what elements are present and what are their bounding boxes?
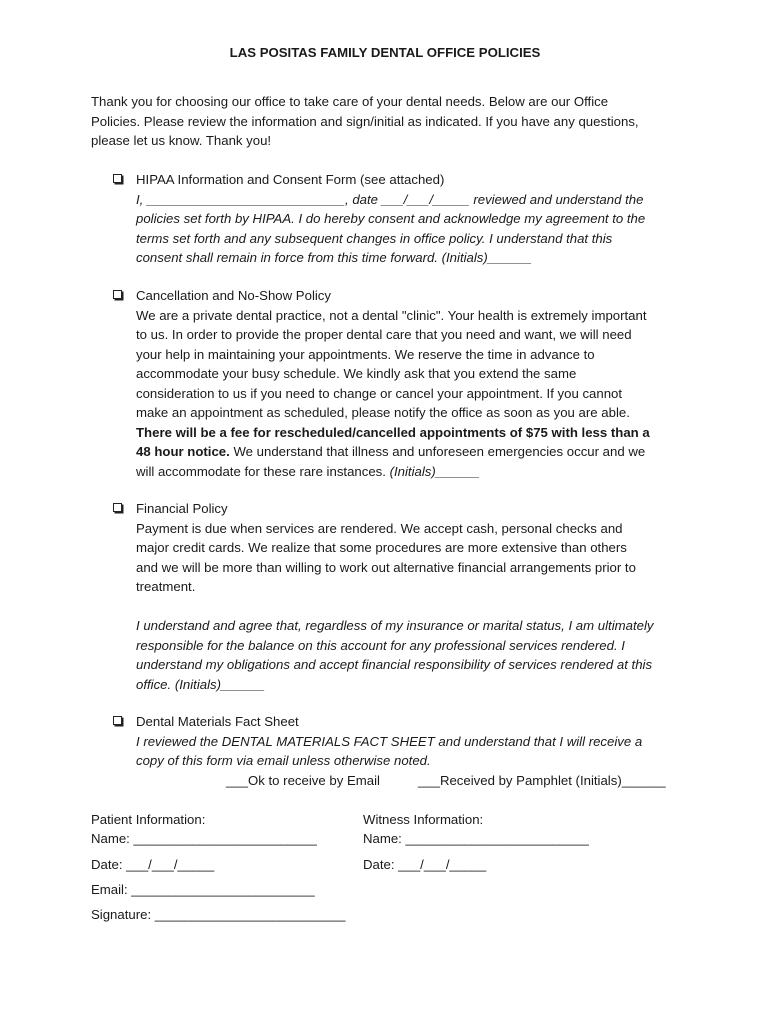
intro-line: please let us know. Thank you!	[91, 133, 272, 148]
checkbox-icon[interactable]	[113, 174, 122, 183]
hipaa-line: consent shall remain in force from this time forward. (Initials)______	[136, 250, 532, 265]
cancellation-line	[136, 442, 693, 462]
materials-line: I reviewed the DENTAL MATERIALS FACT SHEET and understand that I will receive a	[136, 733, 643, 749]
witness-date-field[interactable]: Date: ___/___/_____	[363, 857, 487, 872]
cancellation-line: accommodate your busy schedule. We kindly ask that you extend the same	[136, 366, 577, 381]
hipaa-line: policies set forth by HIPAA. I do hereby consent and acknowledge my agreement to the	[136, 211, 646, 226]
patient-date-field[interactable]: Date: ___/___/_____	[91, 857, 215, 872]
hipaa-heading: HIPAA Information and Consent Form (see attached)	[136, 172, 445, 187]
hipaa-line: I, ___________________________, date ___/___/_____ reviewed and understand the	[136, 191, 644, 207]
materials-options	[136, 771, 693, 791]
financial-agreement: office. (Initials)______	[136, 676, 266, 692]
initials-field: (Initials)______	[389, 463, 480, 479]
financial-line: treatment.	[136, 579, 196, 594]
intro-line: Policies. Please review the information and sign/initial as indicated. If you have any questions,	[91, 113, 639, 129]
hipaa-line: terms set forth and any subsequent changes in office policy. I understand that this	[136, 230, 613, 246]
cancellation-heading: Cancellation and No-Show Policy	[136, 288, 331, 303]
cancellation-line: make an appointment as scheduled, please notify the office as soon as you are able.	[136, 405, 630, 420]
intro-line: Thank you for choosing our office to take care of your dental needs. Below are our Office	[91, 94, 609, 109]
fee-notice: There will be a fee for rescheduled/cancelled appointments of $75 with less than a	[136, 424, 650, 440]
cancellation-line: We are a private dental practice, not a dental "clinic". Your health is extremely important	[136, 307, 647, 323]
patient-info-heading: Patient Information:	[91, 812, 206, 827]
financial-line: major credit cards. We realize that some procedures are more extensive than others	[136, 540, 627, 555]
email-option[interactable]: ___Ok to receive by Email	[226, 772, 380, 788]
materials-heading: Dental Materials Fact Sheet	[136, 714, 299, 729]
patient-name-field[interactable]: Name: _________________________	[91, 831, 317, 846]
checkbox-icon[interactable]	[113, 503, 122, 512]
financial-heading: Financial Policy	[136, 501, 228, 516]
cancellation-line: consideration to us if you need to change or cancel your appointment. If you cannot	[136, 385, 623, 401]
financial-agreement: understand my obligations and accept financial responsibility of services rendered at this	[136, 657, 653, 672]
witness-info-heading: Witness Information:	[363, 812, 484, 827]
financial-section	[113, 499, 693, 694]
intro-paragraph	[91, 92, 691, 151]
checkbox-icon[interactable]	[113, 716, 122, 725]
fee-notice-end: 48 hour notice.	[136, 444, 230, 459]
patient-signature-field[interactable]: Signature: __________________________	[91, 907, 346, 922]
materials-section	[113, 712, 693, 790]
cancellation-line	[136, 462, 693, 482]
cancellation-line: to us. In order to provide the proper dental care that you need and want, we will need	[136, 327, 632, 342]
financial-line: and we will be more than willing to work out alternative financial arrangements prior to	[136, 559, 636, 575]
page-title: LAS POSITAS FAMILY DENTAL OFFICE POLICIES	[229, 45, 541, 60]
cancellation-line: your help in maintaining your appointments. We reserve the time in advance to	[136, 346, 595, 362]
financial-agreement: responsible for the balance on this account for any professional services rendered. I	[136, 637, 625, 653]
hipaa-section	[113, 170, 693, 268]
cancellation-text: will accommodate for these rare instances.	[136, 463, 390, 479]
patient-email-field[interactable]: Email: _________________________	[91, 882, 315, 897]
financial-agreement: I understand and agree that, regardless of my insurance or marital status, I am ultimately	[136, 618, 654, 633]
pamphlet-option[interactable]: ___Received by Pamphlet (Initials)______	[417, 772, 666, 788]
witness-name-field[interactable]: Name: _________________________	[363, 831, 589, 846]
financial-line: Payment is due when services are rendered. We accept cash, personal checks and	[136, 520, 623, 536]
checkbox-icon[interactable]	[113, 290, 122, 299]
materials-line: copy of this form via email unless otherwise noted.	[136, 753, 431, 768]
cancellation-section	[113, 286, 693, 481]
cancellation-text: We understand that illness and unforeseen emergencies occur and we	[229, 444, 646, 459]
